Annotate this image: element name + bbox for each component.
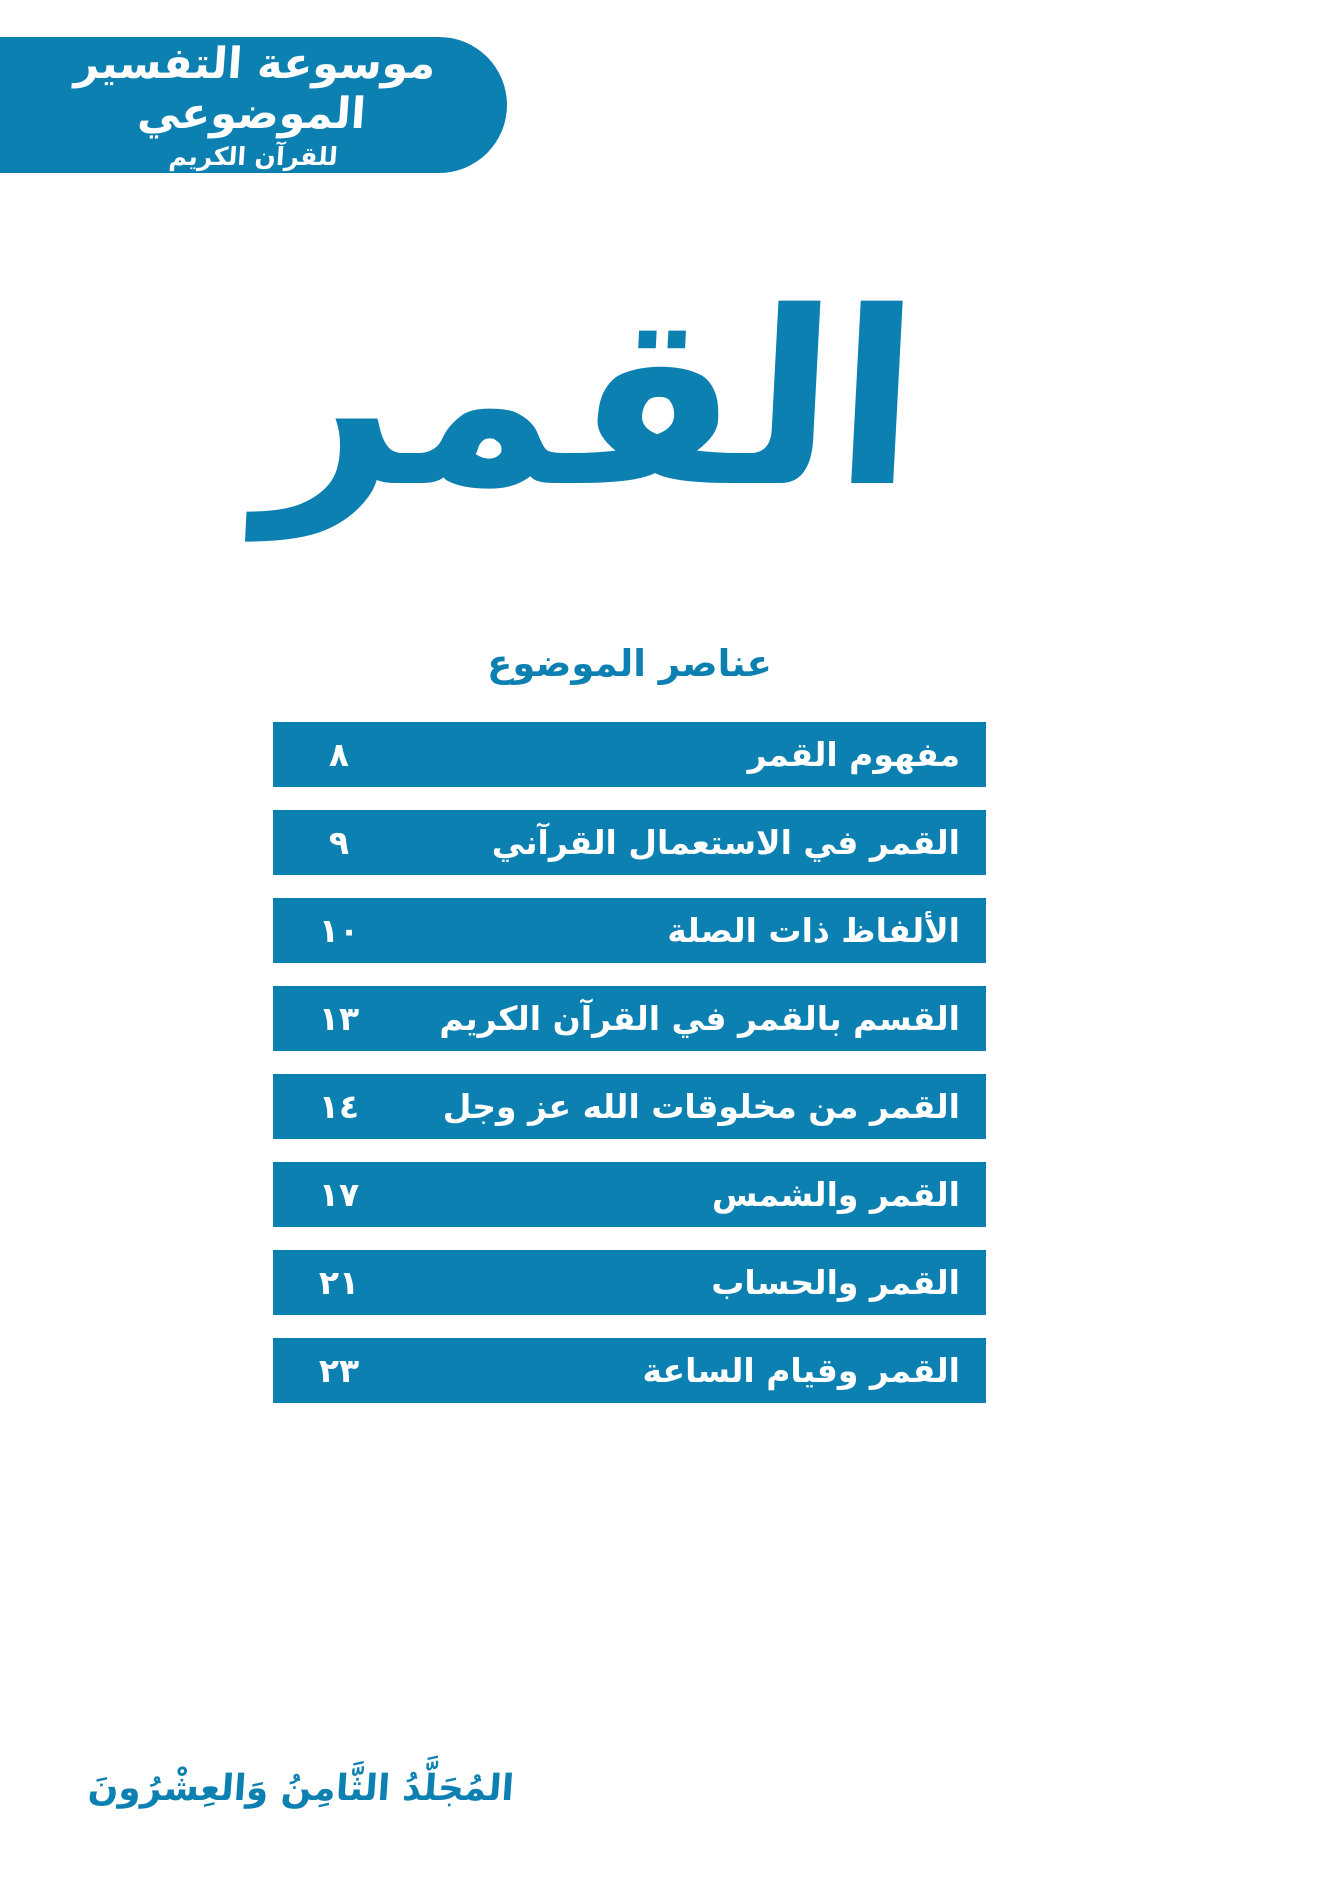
toc-row	[273, 810, 986, 875]
toc-item-label: الألفاظ ذات الصلة	[667, 911, 960, 950]
toc-page-number: ١٧	[318, 1175, 360, 1214]
toc-item-label: مفهوم القمر	[747, 735, 960, 774]
toc-page-number: ١٠	[318, 911, 360, 950]
toc-item-label: القمر والشمس	[711, 1175, 960, 1214]
toc-page-number: ١٣	[318, 999, 360, 1038]
toc-item-label: القسم بالقمر في القرآن الكريم	[439, 999, 960, 1038]
toc-row	[273, 1162, 986, 1227]
toc-row	[273, 1250, 986, 1315]
toc-page-number: ٨	[328, 735, 350, 774]
toc-item-label: القمر من مخلوقات الله عز وجل	[442, 1087, 960, 1126]
toc-page-number: ٢٣	[318, 1351, 360, 1390]
toc-row	[273, 1074, 986, 1139]
toc-page-number: ١٤	[318, 1087, 360, 1126]
volume-label: المُجَلَّدُ الثَّامِنُ وَالعِشْرُونَ	[86, 1768, 516, 1809]
toc-page-number: ٩	[328, 823, 350, 862]
toc-item-label: القمر والحساب	[711, 1263, 960, 1302]
toc-page-number: ٢١	[318, 1263, 360, 1302]
toc-item-label: القمر وقيام الساعة	[642, 1351, 960, 1390]
toc-row	[273, 1338, 986, 1403]
toc-row	[273, 898, 986, 963]
toc-row	[273, 986, 986, 1051]
toc-item-label: القمر في الاستعمال القرآني	[491, 823, 960, 862]
banner-title-line1: موسوعة التفسير الموضوعي	[73, 39, 438, 139]
encyclopedia-banner	[0, 37, 507, 173]
table-of-contents	[273, 722, 986, 1426]
page-title-calligraphy: القمر	[255, 260, 925, 540]
toc-row	[273, 722, 986, 787]
banner-title-line2: للقرآن الكريم	[168, 142, 339, 171]
section-heading: عناصر الموضوع	[487, 642, 772, 685]
